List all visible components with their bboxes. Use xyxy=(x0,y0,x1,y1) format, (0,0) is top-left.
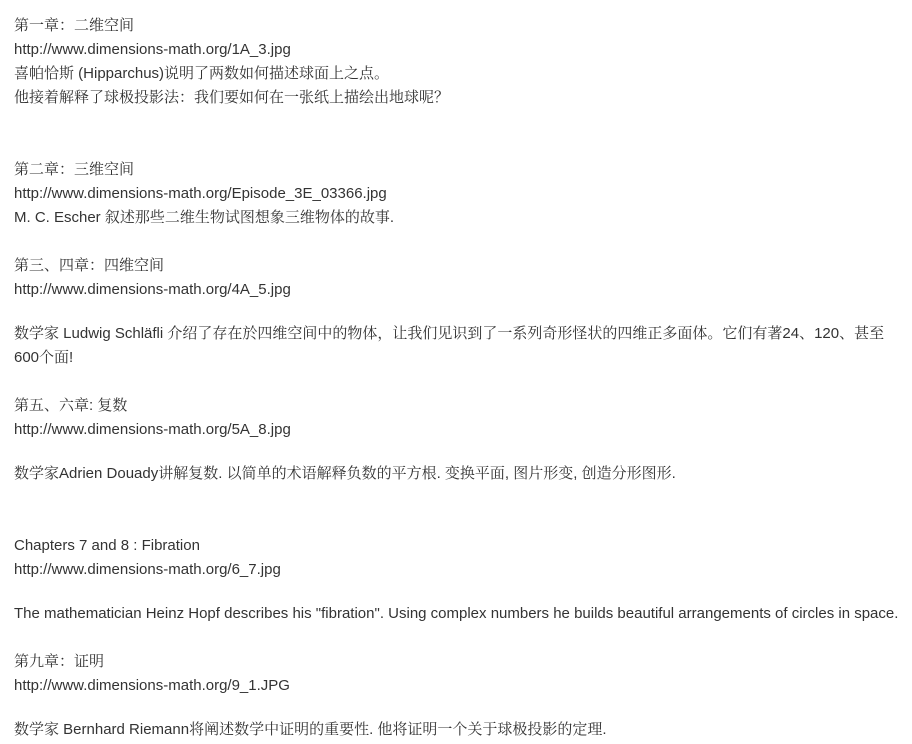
chapter-section xyxy=(14,254,908,370)
chapter-description-line: 他接着解释了球极投影法：我们要如何在一张纸上描绘出地球呢？ xyxy=(14,89,450,106)
chapter-title: 第九章：证明 xyxy=(14,653,105,670)
chapter-title: 第五、六章: 复数 xyxy=(14,397,128,414)
chapter-section xyxy=(14,534,908,626)
chapter-image-url-text: http://www.dimensions-math.org/5A_8.jpg xyxy=(14,421,291,438)
chapter-description xyxy=(14,206,908,230)
chapter-section xyxy=(14,394,908,486)
chapter-description-line: 数学家Adrien Douady讲解复数. 以简单的术语解释负数的平方根. 变换平面, 图片形变, 创造分形图形. xyxy=(14,465,676,482)
chapter-section xyxy=(14,650,908,742)
chapter-title: 第三、四章：四维空间 xyxy=(14,257,165,274)
chapter-image-url-text: http://www.dimensions-math.org/1A_3.jpg xyxy=(14,41,291,58)
chapter-description-line: 数学家 Bernhard Riemann将阐述数学中证明的重要性. 他将证明一个关于球极投影的定理. xyxy=(14,721,607,738)
chapter-description xyxy=(14,322,908,370)
chapter-title: Chapters 7 and 8 : Fibration xyxy=(14,537,200,554)
chapter-image-url-text: http://www.dimensions-math.org/Episode_3E_03366.jpg xyxy=(14,185,387,202)
chapter-description xyxy=(14,718,908,742)
chapter-image-url-text: http://www.dimensions-math.org/6_7.jpg xyxy=(14,561,281,578)
chapter-title: 第一章：二维空间 xyxy=(14,17,135,34)
chapter-section xyxy=(14,14,908,110)
chapter-description-line: 喜帕恰斯 (Hipparchus)说明了两数如何描述球面上之点。 xyxy=(14,65,390,82)
chapter-description xyxy=(14,462,908,486)
chapter-description-line: M. C. Escher 叙述那些二维生物试图想象三维物体的故事. xyxy=(14,209,395,226)
chapter-image-url-text: http://www.dimensions-math.org/4A_5.jpg xyxy=(14,281,291,298)
chapter-description xyxy=(14,602,908,626)
chapter-title: 第二章：三维空间 xyxy=(14,161,135,178)
chapter-section xyxy=(14,158,908,230)
chapter-image-url-text: http://www.dimensions-math.org/9_1.JPG xyxy=(14,677,290,694)
chapter-description xyxy=(14,62,908,110)
chapter-description-line: 数学家 Ludwig Schläfli 介绍了存在於四维空间中的物体，让我们见识到了一系列奇形怪状的四维正多面体。它们有著24、120、甚至600个面! xyxy=(14,325,885,366)
chapter-description-line: The mathematician Heinz Hopf describes his "fibration". Using complex numbers he builds beautiful arrangements of circles in space. xyxy=(14,605,899,622)
